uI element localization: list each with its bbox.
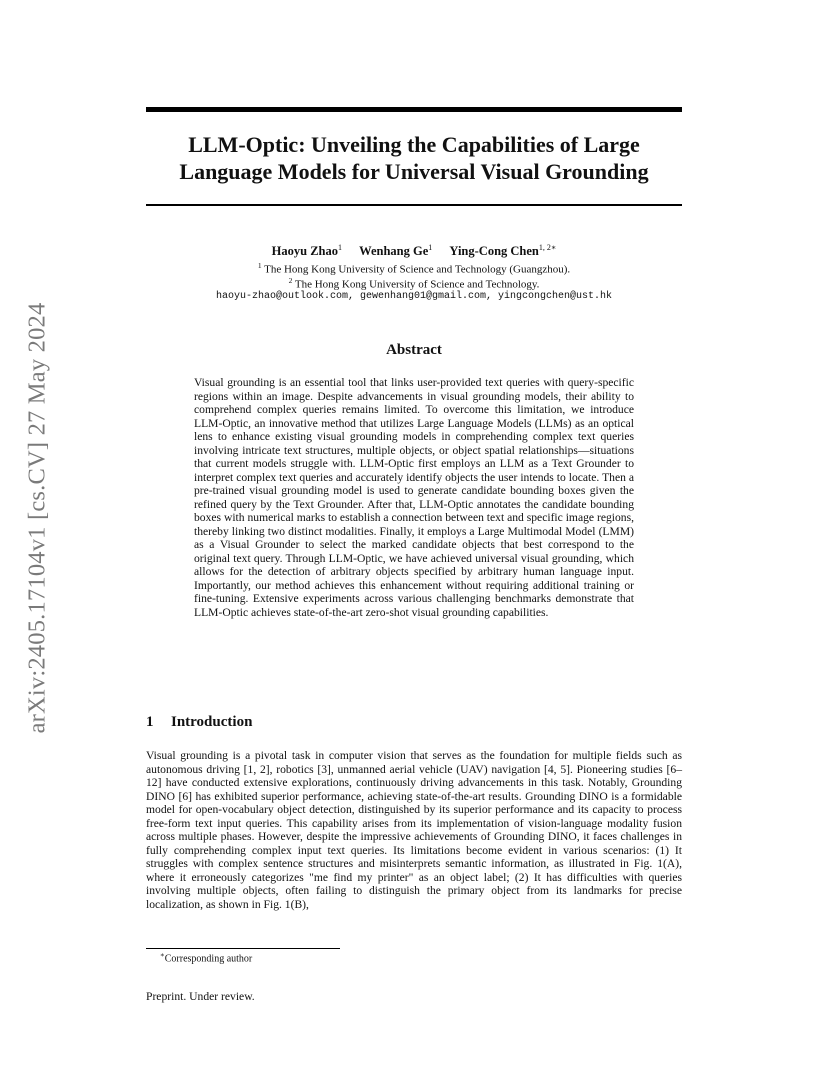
preprint-note: Preprint. Under review.	[146, 990, 255, 1003]
section-number: 1	[146, 714, 154, 730]
author-list	[146, 243, 682, 259]
affiliation-text: The Hong Kong University of Science and Technology.	[294, 278, 540, 291]
author-emails: haoyu-zhao@outlook.com, gewenhang01@gmail.com, yingcongchen@ust.hk	[215, 291, 613, 302]
title-top-rule	[146, 107, 682, 112]
title-bottom-rule	[146, 204, 682, 206]
affiliation-mark: 1	[257, 261, 262, 270]
affiliation	[146, 276, 682, 291]
footnote	[160, 951, 252, 964]
abstract-text: Visual grounding is an essential tool that links user-provided text queries with query-specific regions within an image. Despite advancements in visual grounding models, their ability to comprehend complex queries remains limited. To overcome this limitation, we introduce LLM-Optic, an innovative method that utilizes Large Language Models (LLMs) as an optical lens to enhance existing visual grounding models in comprehending complex text queries involving intricate text structures, multiple objects, or object spatial relationships—situations that current models struggle with. LLM-Optic first employs an LLM as a Text Grounder to interpret complex text queries and accurately identify objects the user intends to locate. Then a pre-trained visual grounding model is used to generate candidate bounding boxes given the refined query by the Text Grounder. After that, LLM-Optic annotates the candidate bounding boxes with numerical marks to establish a connection between text and specific image regions, thereby linking two distinct modalities. Finally, it employs a Large Multimodal Model (LMM) as a Visual Grounder to select the marked candidate objects that best correspond to the original text query. Through LLM-Optic, we have achieved universal visual grounding, which allows for the detection of arbitrary objects specified by arbitrary human language input. Importantly, our method achieves this enhancement without requiring additional training or fine-tuning. Extensive experiments across various challenging benchmarks demonstrate that LLM-Optic achieves state-of-the-art zero-shot visual grounding capabilities.	[194, 376, 634, 619]
affiliation-mark: 2	[288, 276, 293, 285]
footnote-rule	[146, 948, 340, 949]
author	[272, 244, 342, 258]
introduction-text: Visual grounding is a pivotal task in computer vision that serves as the foundation for multiple fields such as autonomous driving [1, 2], robotics [3], unmanned aerial vehicle (UAV) navigation [4, 5]. Pioneering studies [6–12] have conducted extensive explorations, continuously driving advancements in this task. Notably, Grounding DINO [6] has exhibited superior performance, achieving state-of-the-art results. Grounding DINO is a formidable model for open-vocabulary object detection, distinguished by its superior performance and its capacity to process free-form text input queries. This capability arises from its implementation of vision-language modality fusion across multiple phases. However, despite the impressive achievements of Grounding DINO, it faces challenges in fully comprehending complex input text queries. Its limitations become evident in various scenarios: (1) It struggles with complex sentence structures and misinterprets semantic information, as illustrated in Fig. 1(A), where it erroneously categorizes "me find my printer" as an object label; (2) It has difficulties with queries involving multiple objects, often failing to distinguish the primary object from its landmarks for precise localization, as shown in Fig. 1(B),	[146, 749, 682, 911]
section-heading-introduction	[146, 714, 252, 731]
arxiv-id: arXiv:2405.17104v1 [cs.CV] 27 May 2024	[23, 302, 51, 734]
author-affil-mark: 1, 2∗	[538, 243, 557, 252]
affiliation	[146, 261, 682, 276]
arxiv-stamp	[22, 276, 52, 760]
author	[449, 244, 556, 258]
paper-title: LLM-Optic: Unveiling the Capabilities of Large Language Models for Universal Visual Grounding	[179, 132, 649, 184]
affiliation-text: The Hong Kong University of Science and Technology (Guangzhou).	[264, 263, 571, 276]
author-name: Ying-Cong Chen	[449, 244, 539, 259]
author-name: Wenhang Ge	[359, 244, 429, 259]
section-title: Introduction	[171, 714, 253, 730]
author	[359, 244, 432, 258]
footnote-mark: ∗	[160, 951, 165, 959]
author-name: Haoyu Zhao	[271, 244, 339, 259]
abstract-heading: Abstract	[386, 342, 442, 358]
footnote-text: Corresponding author	[164, 953, 253, 965]
author-affil-mark: 1	[338, 243, 343, 252]
author-affil-mark: 1	[428, 243, 433, 252]
